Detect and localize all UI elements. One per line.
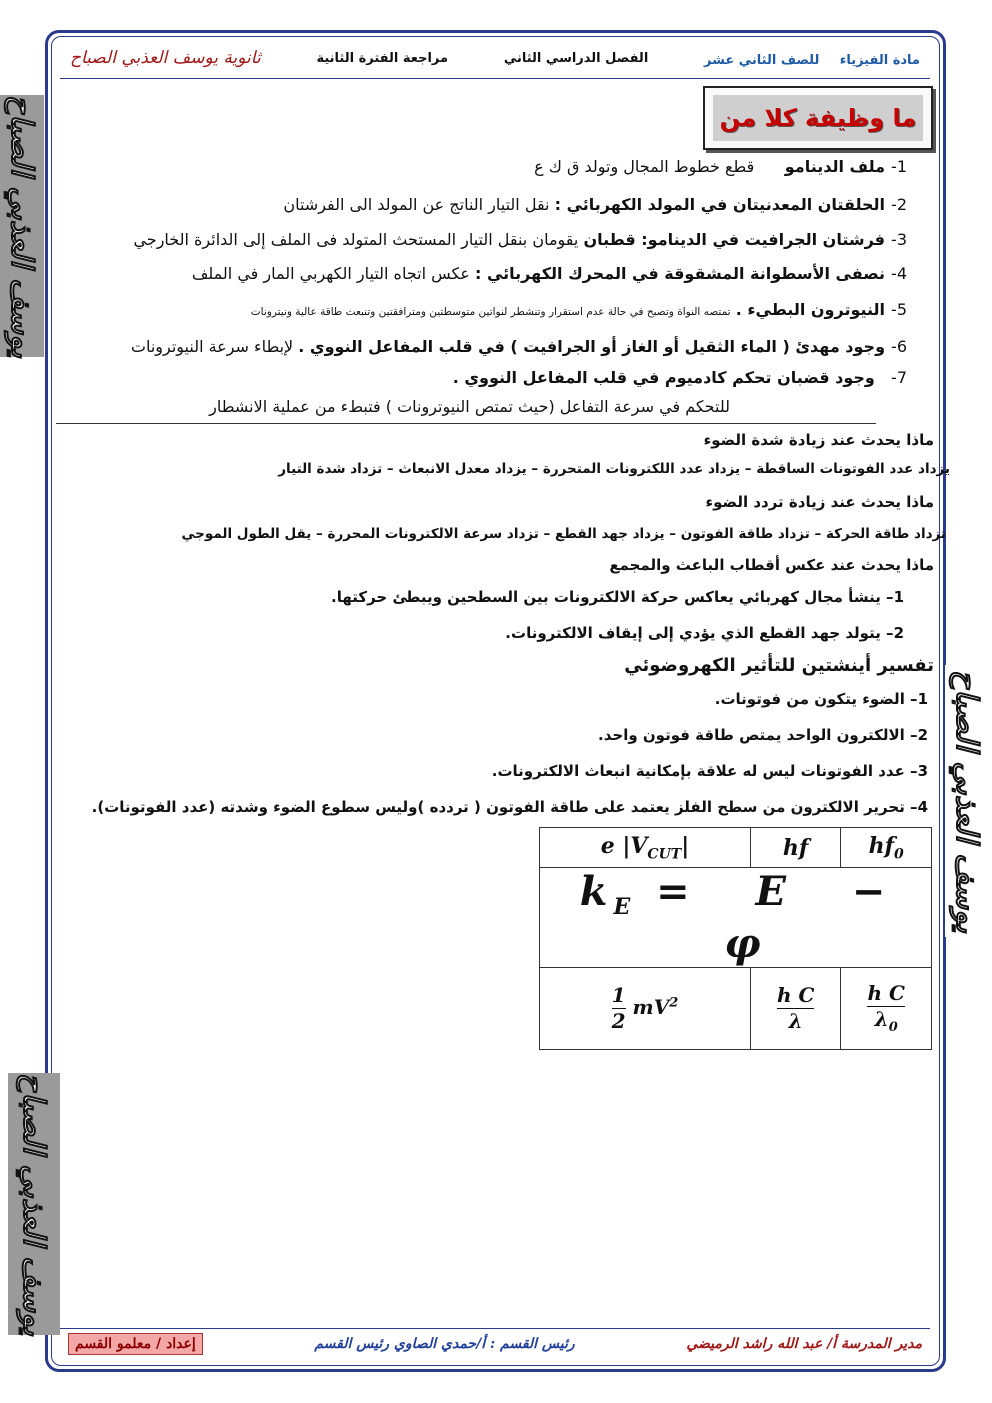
einstein-point-3: 3– عدد الفوتونات ليس له علاقة بإمكانية انبعاث الالكترونات. [491,762,928,780]
function-item-3: 3-فرشتان الجرافيت في الدينامو: قطبان يقومان بنقل التيار المستحث المتولد فى الملف إلى الدائرة الخارجي [133,230,907,249]
side-watermark-top [0,95,44,357]
side-watermark-right [945,665,989,937]
question-intensity: ماذا يحدث عند زيادة شدة الضوء [703,431,934,449]
photon-energy-term: hf [750,828,840,868]
header-rule [60,78,930,79]
title-box [703,86,933,150]
function-item-1: 1-ملف الدينامو قطع خطوط المجال وتولد ق ك ع [534,157,907,176]
photon-wavelength-term: $\frac{\text{h C}}{\lambda}$ [750,968,840,1050]
reverse-point-2: 2– يتولد جهد القطع الذي يؤدي إلى إيقاف الالكترونات. [505,624,904,642]
subject-grade [704,49,920,68]
school-name: ثانوية يوسف العذبي الصباح [70,48,261,68]
formula-bottom-row [540,968,932,1050]
title-inner [713,95,923,141]
einstein-point-1: 1– الضوء يتكون من فوتونات. [714,690,928,708]
function-item-4: 4-نصفى الأسطوانة المشقوقة في المحرك الكهربائي : عكس اتجاه التيار الكهربي المار في الملف [191,264,907,283]
department-head: رئيس القسم : أ/حمدي الصاوي رئيس القسم [314,1335,575,1352]
photoelectric-formula-table [539,827,932,1050]
reverse-point-1: 1– ينشأ مجال كهربائي يعاكس حركة الالكترونات بين السطحين ويبطئ حركتها. [331,588,904,606]
threshold-wavelength-term: $\frac{\text{h C}}{\lambda_0}$ [841,968,932,1050]
answer-intensity: يزداد عدد الفوتونات الساقطة – يزداد عدد اللكترونات المتحررة – يزداد معدل الانبعاث – تزداد شدة التيار [278,461,950,477]
function-item-2: 2-الحلقتان المعدنيتان في المولد الكهربائي : نقل التيار الناتج عن المولد الى الفرشتان [283,195,907,214]
formula-top-row [540,828,932,868]
review-title: مراجعة الفترة الثانية [316,50,449,66]
prepared-by: إعداد / معلمو القسم [68,1333,203,1355]
watermark-text: يوسف العذبي الصباح [16,1072,52,1336]
main-equation: $k_E = E - \varphi$ [540,868,932,968]
function-item-6: 6-وجود مهدئ ( الماء الثقيل أو الغاز أو الجرافيت ) في قلب المفاعل النووي . لإبطاء سرعة النيوترونات [130,337,907,356]
watermark-text: يوسف العذبي الصباح [4,94,40,358]
question-frequency: ماذا يحدث عند زيادة تردد الضوء [705,493,934,511]
kinetic-energy-term: $\frac{1}{2}$ $mV^2$ [540,968,751,1050]
work-function-term: $hf_0$ [841,828,932,868]
function-item-7-continued: للتحكم في سرعة التفاعل (حيث تمتص النيوترونات ) فتبطء من عملية الانشطار [209,397,730,416]
einstein-point-4: 4– تحرير الالكترون من سطح الفلز يعتمد على طاقة الفوتون ( تردده )وليس سطوع الضوء وشدته (عدد الفوتونات). [91,798,928,816]
school-principal: مدير المدرسة أ/ عبد الله راشد الرميضي [686,1335,922,1352]
section-divider [56,423,876,424]
answer-frequency: تزداد طاقة الحركة – تزداد طاقة الفوتون – يزداد جهد القطع – تزداد سرعة الالكترونات المحررة – يقل الطول الموجي [181,526,946,542]
einstein-title: تفسير أينشتين للتأثير الكهروضوئي [624,655,934,676]
watermark-text: يوسف العذبي الصباح [949,669,985,933]
page-footer [60,1328,930,1358]
formula-main-row [540,868,932,968]
function-item-5: 5-النيوترون البطيء . تمتصه النواة وتصبح في حالة عدم استقرار وتنشطر لنواتين متوسطتين ومترافقتين وتنبعث طاقة عالية ونيترونات [250,300,907,319]
section-title: ما وظيفة كلا من [719,104,917,132]
einstein-point-2: 2– الالكترون الواحد يمتص طاقة فوتون واحد. [598,726,928,744]
question-reverse: ماذا يحدث عند عكس أقطاب الباعث والمجمع [609,556,934,574]
side-watermark-bottom [8,1073,60,1335]
subject-label: مادة الفيزياء [839,52,920,68]
grade-label: للصف الثاني عشر [704,52,820,68]
page-header [60,40,930,76]
semester-label: الفصل الدراسي الثاني [503,50,649,66]
function-item-7: 7- وجود قضبان تحكم كادميوم في قلب المفاعل النووي . [452,368,907,387]
stopping-voltage-term: e $|V_{CUT}|$ [540,828,751,868]
